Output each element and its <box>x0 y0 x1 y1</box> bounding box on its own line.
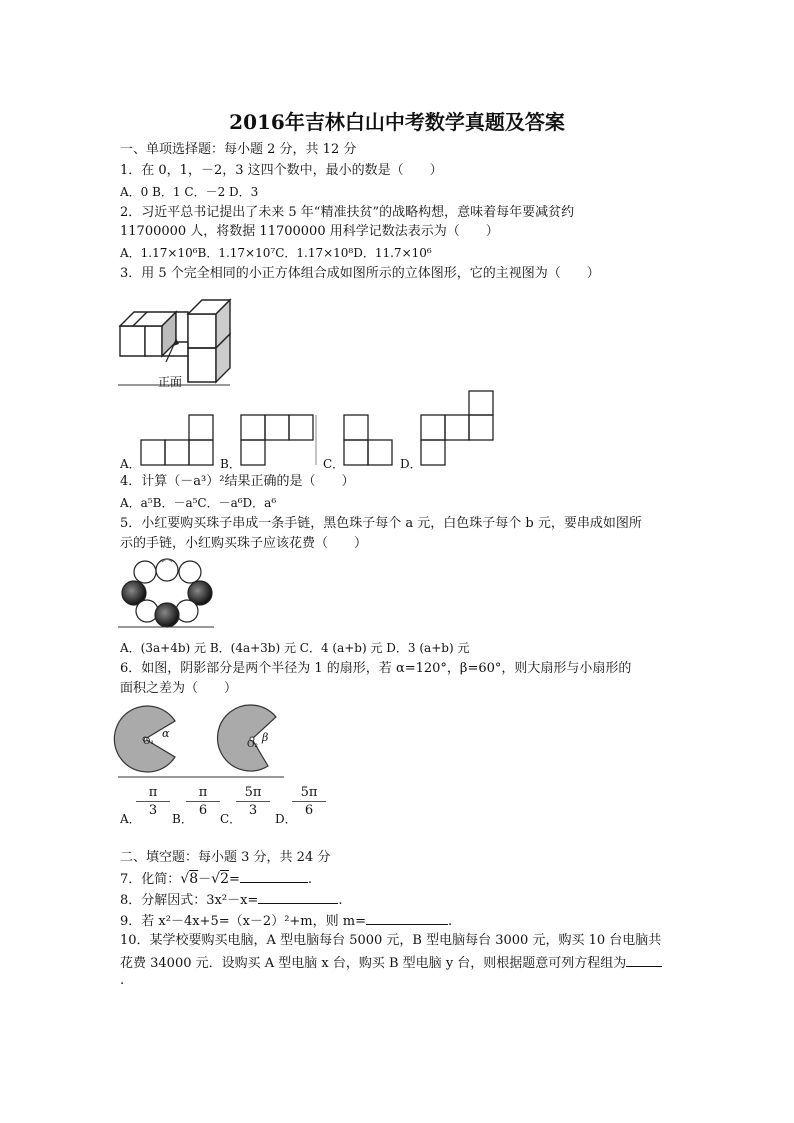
question-4: 4．计算（－a³）²结果正确的是（ ） <box>120 474 355 489</box>
question-2-line-2: 11700000 人，将数据 11700000 用科学记数法表示为（ ） <box>120 224 499 239</box>
question-7-prefix: 7．化简： <box>120 872 181 887</box>
sqrt-8-radicand: 8 <box>189 871 199 887</box>
option-a-label: A． <box>120 457 141 471</box>
fraction-denominator: 3 <box>248 803 258 818</box>
q8-period: . <box>338 893 343 908</box>
question-5-line-1: 5．小红要购买珠子串成一条手链，黑色珠子每个 a 元，白色珠子每个 b 元，要串成如图所 <box>120 516 642 531</box>
o2-label: O₂ <box>247 740 258 750</box>
question-2-options: A．1.17×10⁶B．1.17×10⁷C．1.17×10⁸D．11.7×10⁶ <box>120 246 432 260</box>
section-2-heading: 二、填空题：每小题 3 分，共 24 分 <box>120 850 331 865</box>
bracelet-figure <box>118 556 216 628</box>
option-d-label: D． <box>400 457 422 471</box>
sqrt-2-radicand: 2 <box>220 871 229 887</box>
sqrt-2: √2 <box>211 871 229 887</box>
option-b-label: B． <box>220 457 241 471</box>
fraction-numerator: π <box>186 785 220 802</box>
option-d-view <box>420 390 495 466</box>
question-1: 1．在 0，1，－2，3 这四个数中，最小的数是（ ） <box>120 163 443 178</box>
o1-label: O₁ <box>143 737 154 747</box>
equals-sign: = <box>228 872 240 887</box>
q6-option-d-fraction <box>292 785 326 818</box>
question-1-options: A．0 B．1 C．－2 D．3 <box>120 185 259 199</box>
answer-blank-10[interactable] <box>626 954 662 967</box>
fraction-numerator: 5π <box>236 785 270 802</box>
alpha-label: α <box>162 727 170 740</box>
q6-option-c-fraction <box>236 785 270 818</box>
q6-option-d-label: D． <box>275 812 297 826</box>
option-c-label: C． <box>323 457 345 471</box>
question-6-line-1: 6．如图，阴影部分是两个半径为 1 的扇形，若 α=120°，β=60°，则大扇形与小扇形的 <box>120 661 632 676</box>
question-5-line-2: 示的手链，小红购买珠子应该花费（ ） <box>120 536 368 551</box>
answer-blank-9[interactable] <box>366 912 448 925</box>
fraction-denominator: 6 <box>198 803 208 818</box>
question-10-line-1: 10．某学校要购买电脑，A 型电脑每台 5000 元，B 型电脑每台 3000 元，购买 10 台电脑共 <box>120 933 662 948</box>
sqrt-8: √8 <box>180 871 199 887</box>
answer-blank-7[interactable] <box>240 870 308 883</box>
q9-period: . <box>448 914 453 929</box>
q7-period: . <box>307 872 313 887</box>
q6-option-b-fraction <box>186 785 220 818</box>
q6-option-c-label: C． <box>220 812 242 826</box>
question-7 <box>120 870 312 888</box>
question-10-line-2 <box>120 954 662 972</box>
beta-label: β <box>262 731 269 744</box>
question-5-options: A．(3a+4b) 元 B．(4a+3b) 元 C．4 (a+b) 元 D．3 (a+b) 元 <box>120 641 470 655</box>
fraction-denominator: 3 <box>148 803 158 818</box>
fraction-numerator: 5π <box>292 785 326 802</box>
section-1-heading: 一、单项选择题：每小题 2 分，共 12 分 <box>120 142 357 157</box>
minus-sign: － <box>198 872 212 887</box>
option-c-view <box>343 414 395 466</box>
fraction-denominator: 6 <box>304 803 314 818</box>
q6-option-b-label: B． <box>172 812 193 826</box>
option-b-view <box>240 414 318 466</box>
page-title: 2016年吉林白山中考数学真题及答案 <box>229 110 565 134</box>
question-9-text: 9．若 x²－4x+5=（x－2）²+m，则 m= <box>120 914 366 929</box>
answer-blank-8[interactable] <box>258 891 338 904</box>
question-6-line-2: 面积之差为（ ） <box>120 681 238 696</box>
question-8-text: 8．分解因式：3x²－x= <box>120 893 259 908</box>
q6-option-a-label: A． <box>120 812 141 826</box>
fraction-numerator: π <box>136 785 170 802</box>
q10-period: . <box>120 973 125 988</box>
option-a-view <box>140 414 215 466</box>
question-3: 3．用 5 个完全相同的小正方体组合成如图所示的立体图形，它的主视图为（ ） <box>120 266 600 281</box>
question-10-text: 花费 34000 元．设购买 A 型电脑 x 台，购买 B 型电脑 y 台，则根据题意可列方程组为 <box>120 956 627 971</box>
q6-option-a-fraction <box>136 785 170 818</box>
question-2-line-1: 2．习近平总书记提出了未来 5 年“精准扶贫”的战略构想，意味着每年要减贫约 <box>120 205 575 220</box>
front-label: 正面 <box>158 375 183 389</box>
question-9 <box>120 912 452 930</box>
question-8 <box>120 891 342 909</box>
question-4-options: A．a⁵B．－a⁵C．－a⁶D．a⁶ <box>120 496 277 510</box>
